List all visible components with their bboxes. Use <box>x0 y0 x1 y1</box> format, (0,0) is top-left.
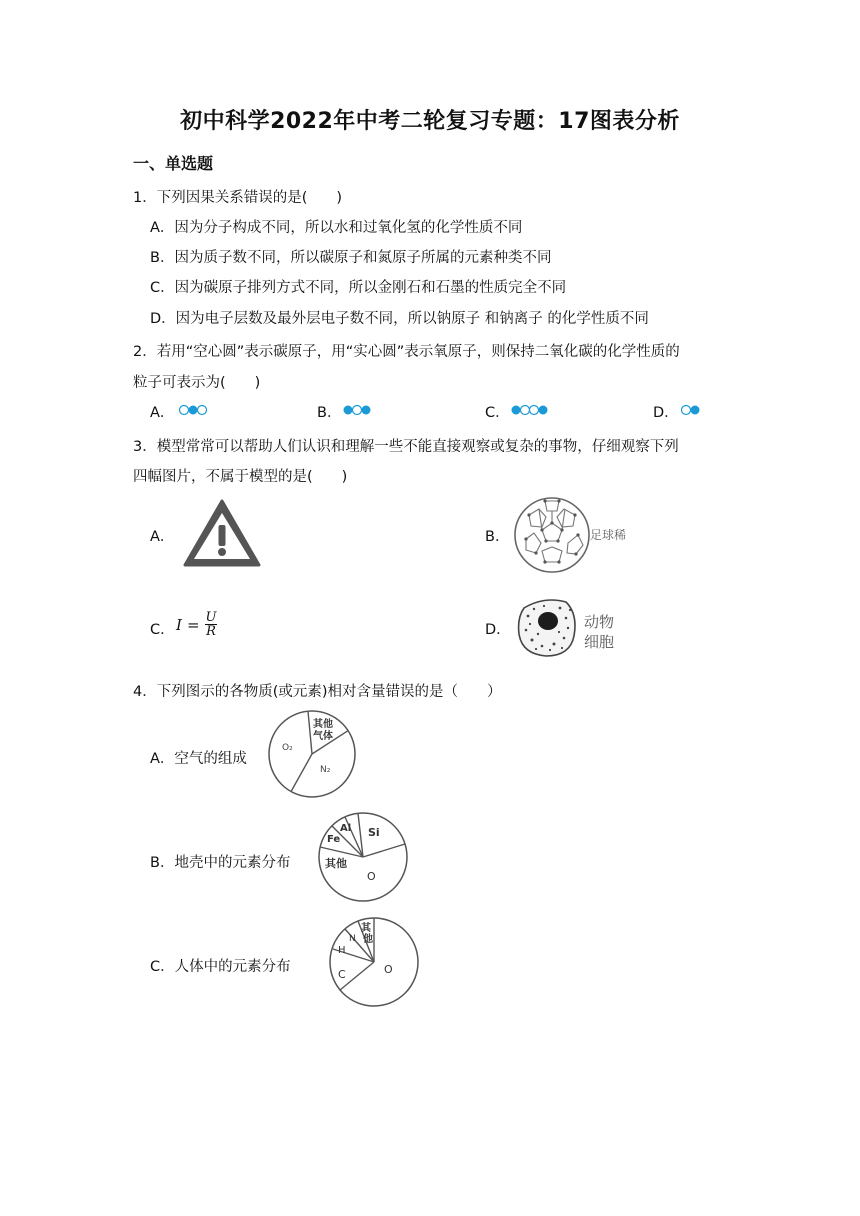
animal-cell-caption-line2: 细胞 <box>584 633 615 651</box>
question-1-option-a: A．因为分子构成不同，所以水和过氧化氢的化学性质不同 <box>150 220 523 236</box>
question-2-stem-line2: 粒子可表示为( ) <box>133 375 261 391</box>
body-pie-label-h: H <box>338 945 346 956</box>
formula-numerator: U <box>205 610 217 625</box>
air-pie-label-gas: 气体 <box>313 731 333 742</box>
question-1-option-b: B．因为质子数不同，所以碳原子和氮原子所属的元素种类不同 <box>150 250 552 266</box>
question-3-label-b: B． <box>485 529 510 545</box>
body-pie-label-c: C <box>338 968 346 981</box>
question-3-stem-line2: 四幅图片，不属于模型的是( ) <box>133 469 348 485</box>
question-2-label-a: A． <box>150 405 175 421</box>
air-pie-label-n2: N₂ <box>320 765 331 775</box>
ohms-law-formula <box>176 611 217 638</box>
formula-fraction <box>205 611 218 638</box>
crust-pie-label-fe: Fe <box>327 834 341 845</box>
question-2-stem-line1: 2．若用“空心圆”表示碳原子，用“实心圆”表示氧原子，则保持二氧化碳的化学性质的 <box>133 344 680 360</box>
question-3-label-c: C． <box>150 622 175 638</box>
body-pie-label-o: O <box>384 963 393 976</box>
formula-lhs: I <box>176 615 182 634</box>
question-2-label-c: C． <box>485 405 510 421</box>
question-1-stem: 1．下列因果关系错误的是( ) <box>133 190 343 206</box>
crust-pie-label-al: Al <box>340 823 352 834</box>
question-2-label-d: D． <box>653 405 679 421</box>
formula-denominator: R <box>206 624 216 639</box>
fullerene-caption: 足球稀 <box>590 528 627 542</box>
crust-pie-label-si: Si <box>368 826 380 839</box>
question-3-stem-line1: 3．模型常常可以帮助人们认识和理解一些不能直接观察或复杂的事物，仔细观察下列 <box>133 439 679 455</box>
animal-cell-caption-line1: 动物 <box>584 613 615 631</box>
air-pie-label-other: 其他 <box>313 719 333 730</box>
molecule-c-icon <box>510 403 554 417</box>
question-2-label-b: B． <box>317 405 342 421</box>
body-pie-label-other-1: 其 <box>361 923 371 934</box>
question-3-label-a: A． <box>150 529 175 545</box>
fullerene-icon <box>512 493 592 577</box>
body-pie-label-other-2: 他 <box>363 934 373 945</box>
question-1-option-d: D．因为电子层数及最外层电子数不同，所以钠原子 和钠离子 的化学性质不同 <box>150 311 649 327</box>
question-4-option-c-label: C．人体中的元素分布 <box>150 959 291 975</box>
section-heading: 一、单选题 <box>133 154 214 173</box>
question-1-option-c: C．因为碳原子排列方式不同，所以金刚石和石墨的性质完全不同 <box>150 280 567 296</box>
crust-elements-pie <box>318 812 410 904</box>
question-4-stem: 4．下列图示的各物质(或元素)相对含量错误的是（ ） <box>133 684 502 700</box>
page-title: 初中科学2022年中考二轮复习专题：17图表分析 <box>180 109 680 134</box>
animal-cell-caption <box>584 612 614 652</box>
body-pie-label-n: N <box>349 934 356 944</box>
air-pie-label-o2: O₂ <box>282 743 293 753</box>
molecule-a-icon <box>178 403 210 417</box>
animal-cell-icon <box>514 594 580 660</box>
warning-sign-icon <box>182 497 262 569</box>
question-4-option-b-label: B．地壳中的元素分布 <box>150 855 291 871</box>
air-composition-pie <box>268 710 358 800</box>
crust-pie-label-o: O <box>367 870 376 883</box>
question-4-option-a-label: A．空气的组成 <box>150 751 247 767</box>
human-body-elements-pie <box>328 916 420 1008</box>
question-3-label-d: D． <box>485 622 511 638</box>
molecule-b-icon <box>342 403 376 417</box>
formula-equals: = <box>186 615 200 634</box>
molecule-d-icon <box>680 403 706 417</box>
crust-pie-label-other: 其他 <box>325 857 347 870</box>
